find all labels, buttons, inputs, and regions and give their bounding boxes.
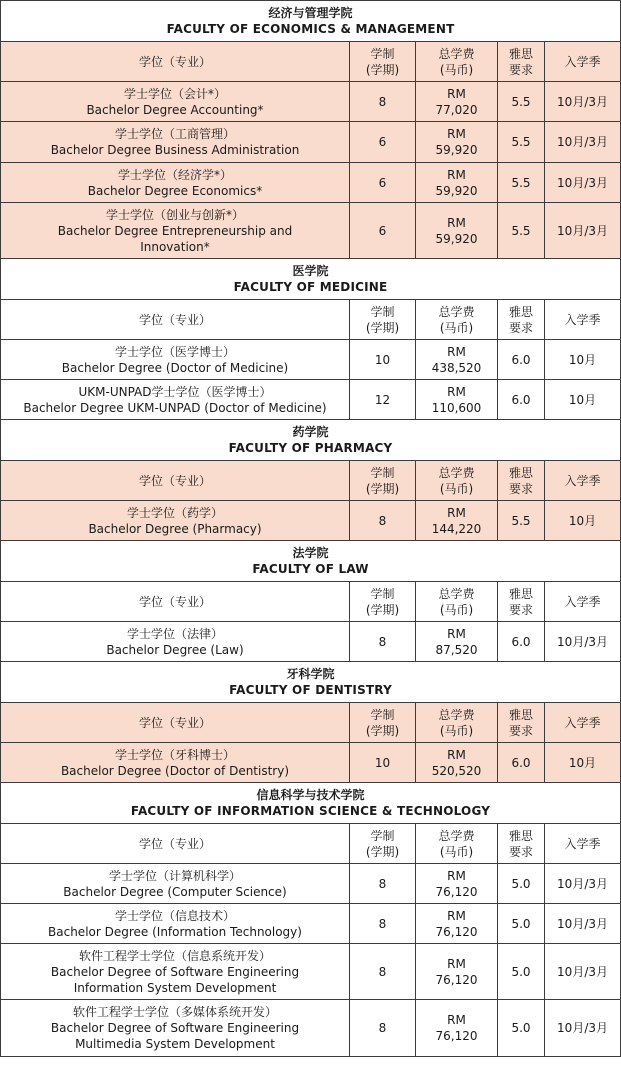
program-fee-value: 76,120 [435,924,478,939]
faculty-name-zh: 牙科学院 [286,667,335,681]
header-intake-label: 入学季 [564,54,601,69]
program-name-en-2: Innovation* [140,239,210,254]
header-degree-label: 学位（专业） [138,473,211,488]
program-intake [545,340,621,380]
program-intake [545,944,621,1000]
program-fee [416,864,498,904]
header-ielts [498,42,545,82]
program-duration-value: 10 [374,755,391,770]
program-fee-value: 76,120 [435,884,478,899]
header-degree-label: 学位（专业） [138,594,211,609]
program-ielts-value: 6.0 [511,352,531,367]
header-fee [416,300,498,340]
program-degree [1,904,350,944]
header-fee [416,824,498,864]
program-intake-value: 10月/3月 [557,1021,608,1035]
program-duration [350,904,416,944]
header-duration-unit: (学期) [365,844,400,859]
program-ielts-value: 5.5 [511,175,531,190]
program-duration [350,944,416,1000]
program-duration-value: 8 [378,634,387,649]
program-intake [545,743,621,783]
program-row [1,622,621,662]
program-fee-value: 87,520 [435,642,478,657]
program-ielts [498,380,545,420]
program-duration [350,163,416,203]
program-row [1,864,621,904]
faculty-name-zh: 法学院 [292,546,329,560]
faculty-name-zh: 医学院 [292,264,329,278]
header-ielts-label-2: 要求 [508,62,533,77]
header-fee [416,42,498,82]
program-ielts-value: 6.0 [511,755,531,770]
program-fee [416,82,498,122]
program-duration-value: 8 [378,94,387,109]
program-degree [1,1000,350,1057]
header-ielts-label-2: 要求 [508,723,533,738]
header-ielts-label: 雅思 [508,46,533,61]
header-fee-label: 总学费 [438,707,475,722]
header-degree-label: 学位（专业） [138,715,211,730]
program-ielts-value: 5.5 [511,513,531,528]
program-fee-value: 520,520 [431,763,482,778]
program-intake [545,864,621,904]
program-degree [1,501,350,541]
program-intake [545,501,621,541]
header-fee-unit: (马币) [439,844,474,859]
header-duration-unit: (学期) [365,481,400,496]
program-ielts [498,501,545,541]
program-name-en: Bachelor Degree (Law) [106,642,244,657]
program-name-zh: 学士学位（会计*） [123,86,226,101]
program-name-zh: 学士学位（药学） [126,505,223,520]
header-intake-label: 入学季 [564,594,601,609]
faculty-title-row [1,420,621,461]
program-name-zh: UKM-UNPAD学士学位（医学博士） [78,384,272,399]
header-degree [1,824,350,864]
header-duration-label: 学制 [370,586,395,601]
header-fee-label: 总学费 [438,586,475,601]
faculty-name-zh: 经济与管理学院 [268,6,353,20]
header-degree-label: 学位（专业） [138,836,211,851]
program-duration-value: 8 [378,916,387,931]
program-fee-value: 59,920 [435,231,478,246]
header-degree-label: 学位（专业） [138,54,211,69]
program-duration [350,743,416,783]
program-fee [416,1000,498,1057]
header-duration-label: 学制 [370,46,395,61]
program-ielts [498,82,545,122]
program-intake-value: 10月/3月 [557,916,608,931]
program-fee [416,122,498,163]
program-fee [416,340,498,380]
program-ielts-value: 5.5 [511,135,531,149]
program-ielts [498,622,545,662]
program-duration [350,864,416,904]
program-degree [1,864,350,904]
program-ielts-value: 6.0 [511,392,531,407]
program-intake-value: 10月/3月 [557,135,608,149]
program-name-zh: 学士学位（牙科博士） [114,747,235,762]
program-name-en: Bachelor Degree of Software Engineering [50,1021,300,1035]
program-fee-currency: RM [447,127,466,141]
program-intake-value: 10月 [568,513,597,528]
program-name-en: Bachelor Degree (Computer Science) [63,884,287,899]
program-intake [545,904,621,944]
program-fee-value: 59,920 [435,143,478,157]
program-name-zh: 学士学位（计算机科学） [108,868,241,883]
column-header-row [1,300,621,340]
faculty-title [1,541,621,582]
program-fee [416,743,498,783]
header-duration-unit: (学期) [365,320,400,335]
faculty-name-en: FACULTY OF LAW [252,562,369,576]
program-duration-value: 8 [378,964,387,979]
program-degree [1,82,350,122]
program-fee [416,163,498,203]
header-duration-label: 学制 [370,828,395,843]
header-degree [1,42,350,82]
program-name-zh: 学士学位（经济学*） [117,167,232,182]
faculty-name-zh: 药学院 [292,425,329,439]
header-intake-label: 入学季 [564,473,601,488]
header-fee [416,461,498,501]
program-fee [416,380,498,420]
program-duration [350,122,416,163]
header-ielts-label-2: 要求 [508,481,533,496]
header-fee-unit: (马币) [439,320,474,335]
program-ielts [498,944,545,1000]
program-ielts [498,864,545,904]
header-duration [350,300,416,340]
header-ielts-label-2: 要求 [508,602,533,617]
program-fee-currency: RM [447,908,466,923]
header-intake [545,461,621,501]
program-name-en: Bachelor Degree of Software Engineering [50,964,300,979]
program-duration [350,82,416,122]
program-intake-value: 10月/3月 [557,94,608,109]
header-duration-label: 学制 [370,465,395,480]
program-name-zh: 学士学位（创业与创新*） [105,207,244,222]
header-duration-unit: (学期) [365,723,400,738]
program-degree [1,203,350,259]
faculty-title [1,783,621,824]
program-intake [545,1000,621,1057]
faculty-title [1,1,621,42]
program-degree [1,622,350,662]
header-intake [545,300,621,340]
header-fee-unit: (马币) [439,481,474,496]
program-duration-value: 8 [378,513,387,528]
column-header-row [1,42,621,82]
program-name-en: Bachelor Degree Entrepreneurship and [57,223,293,238]
header-degree [1,582,350,622]
program-fee-currency: RM [447,344,466,359]
header-ielts-label: 雅思 [508,586,533,601]
program-fee [416,904,498,944]
header-degree [1,300,350,340]
program-duration-value: 6 [378,135,387,149]
program-degree [1,944,350,1000]
program-duration-value: 10 [374,352,391,367]
header-fee-label: 总学费 [438,304,475,319]
program-row [1,380,621,420]
program-name-zh: 软件工程学士学位（信息系统开发） [78,948,271,963]
header-duration [350,582,416,622]
header-degree [1,703,350,743]
header-intake-label: 入学季 [564,836,601,851]
faculty-title-row [1,541,621,582]
program-intake [545,122,621,163]
header-fee-label: 总学费 [438,46,475,61]
header-intake [545,703,621,743]
header-ielts [498,824,545,864]
faculty-title [1,420,621,461]
program-duration [350,622,416,662]
program-fee-value: 438,520 [431,360,482,375]
header-ielts-label: 雅思 [508,828,533,843]
program-fee-currency: RM [447,956,466,971]
header-ielts-label-2: 要求 [508,844,533,859]
program-name-en-2: Multimedia System Development [75,1037,275,1051]
program-intake-value: 10月/3月 [557,876,608,891]
program-intake-value: 10月 [568,755,597,770]
faculty-title-row [1,783,621,824]
faculty-title-row [1,1,621,42]
program-fee-value: 77,020 [435,102,478,117]
program-name-en: Bachelor Degree Accounting* [86,102,264,117]
header-intake-label: 入学季 [564,312,601,327]
program-name-en: Bachelor Degree (Information Technology) [48,924,302,939]
program-row [1,163,621,203]
faculty-name-zh: 信息科学与技术学院 [256,788,365,802]
program-fee-value: 59,920 [435,183,478,198]
program-intake-value: 10月/3月 [557,175,608,190]
header-duration-label: 学制 [370,707,395,722]
program-row [1,904,621,944]
program-name-zh: 学士学位（法律） [126,626,223,641]
program-name-en: Bachelor Degree (Pharmacy) [88,521,262,536]
program-row [1,203,621,259]
header-degree-label: 学位（专业） [138,312,211,327]
header-intake [545,42,621,82]
column-header-row [1,582,621,622]
program-ielts-value: 6.0 [511,634,531,649]
program-ielts-value: 5.0 [511,916,531,931]
program-ielts-value: 5.5 [511,94,531,109]
program-degree [1,743,350,783]
program-ielts-value: 5.5 [511,223,531,238]
header-fee-label: 总学费 [438,828,475,843]
faculty-title [1,662,621,703]
program-fee-currency: RM [447,86,466,101]
program-name-zh: 软件工程学士学位（多媒体系统开发） [72,1005,277,1019]
program-ielts-value: 5.0 [511,1021,531,1035]
header-ielts-label: 雅思 [508,465,533,480]
program-intake [545,380,621,420]
faculty-name-en: FACULTY OF PHARMACY [228,441,393,455]
program-fee-value: 76,120 [435,972,478,987]
header-fee-unit: (马币) [439,602,474,617]
program-fee-currency: RM [447,384,466,399]
program-degree [1,122,350,163]
program-name-en: Bachelor Degree (Doctor of Medicine) [61,360,289,375]
program-fee-value: 144,220 [431,521,482,536]
header-ielts-label: 雅思 [508,707,533,722]
program-duration [350,380,416,420]
faculty-name-en: FACULTY OF ECONOMICS & MANAGEMENT [166,22,455,36]
program-fee-value: 76,120 [435,1029,478,1043]
program-name-zh: 学士学位（工商管理） [114,127,235,141]
program-fee-currency: RM [447,626,466,641]
header-ielts [498,461,545,501]
program-intake-value: 10月/3月 [557,634,608,649]
header-degree [1,461,350,501]
program-ielts [498,340,545,380]
header-ielts [498,582,545,622]
header-duration [350,824,416,864]
header-duration [350,42,416,82]
program-duration-value: 8 [378,876,387,891]
program-fee-currency: RM [447,167,466,182]
program-ielts-value: 5.0 [511,964,531,979]
header-duration [350,461,416,501]
program-name-zh: 学士学位（医学博士） [114,344,235,359]
program-duration [350,340,416,380]
header-duration-unit: (学期) [365,62,400,77]
program-fee-currency: RM [447,868,466,883]
program-intake-value: 10月/3月 [557,964,608,979]
program-ielts [498,203,545,259]
program-intake [545,82,621,122]
program-row [1,944,621,1000]
header-intake [545,582,621,622]
program-name-en: Bachelor Degree Economics* [87,183,263,198]
program-ielts [498,163,545,203]
program-fee [416,944,498,1000]
program-fee-value: 110,600 [431,400,482,415]
program-intake-value: 10月 [568,392,597,407]
program-intake-value: 10月 [568,352,597,367]
program-row [1,82,621,122]
program-name-zh: 学士学位（信息技术） [114,908,235,923]
program-name-en-2: Information System Development [73,980,277,995]
header-duration-label: 学制 [370,304,395,319]
program-name-en: Bachelor Degree UKM-UNPAD (Doctor of Medicine) [23,400,327,415]
program-ielts [498,743,545,783]
program-intake-value: 10月/3月 [557,223,608,238]
program-intake [545,203,621,259]
header-fee [416,703,498,743]
header-fee [416,582,498,622]
header-ielts [498,300,545,340]
column-header-row [1,703,621,743]
header-intake [545,824,621,864]
program-fee-currency: RM [447,1013,466,1027]
faculty-name-en: FACULTY OF INFORMATION SCIENCE & TECHNOLOGY [130,804,491,818]
program-ielts-value: 5.0 [511,876,531,891]
program-fee-currency: RM [447,505,466,520]
program-duration-value: 6 [378,223,387,238]
faculty-title-row [1,662,621,703]
header-fee-unit: (马币) [439,723,474,738]
program-intake [545,622,621,662]
program-duration-value: 8 [378,1021,387,1035]
header-fee-unit: (马币) [439,62,474,77]
column-header-row [1,461,621,501]
header-intake-label: 入学季 [564,715,601,730]
header-duration-unit: (学期) [365,602,400,617]
program-row [1,122,621,163]
faculty-name-en: FACULTY OF MEDICINE [233,280,388,294]
program-name-en: Bachelor Degree (Doctor of Dentistry) [60,763,290,778]
program-intake [545,163,621,203]
column-header-row [1,824,621,864]
program-fee [416,203,498,259]
program-fee [416,501,498,541]
program-degree [1,163,350,203]
program-duration [350,501,416,541]
program-fee-currency: RM [447,215,466,230]
program-fee-currency: RM [447,747,466,762]
program-ielts [498,904,545,944]
faculty-title-row [1,259,621,300]
program-duration [350,203,416,259]
program-ielts [498,1000,545,1057]
program-name-en: Bachelor Degree Business Administration [50,143,300,157]
program-duration-value: 12 [374,392,391,407]
program-duration [350,1000,416,1057]
program-ielts [498,122,545,163]
faculty-name-en: FACULTY OF DENTISTRY [229,683,392,697]
faculty-title [1,259,621,300]
program-degree [1,340,350,380]
program-degree [1,380,350,420]
program-row [1,1000,621,1057]
program-row [1,340,621,380]
header-ielts-label: 雅思 [508,304,533,319]
header-ielts-label-2: 要求 [508,320,533,335]
header-ielts [498,703,545,743]
program-fee [416,622,498,662]
program-row [1,501,621,541]
header-fee-label: 总学费 [438,465,475,480]
header-duration [350,703,416,743]
program-duration-value: 6 [378,175,387,190]
program-row [1,743,621,783]
